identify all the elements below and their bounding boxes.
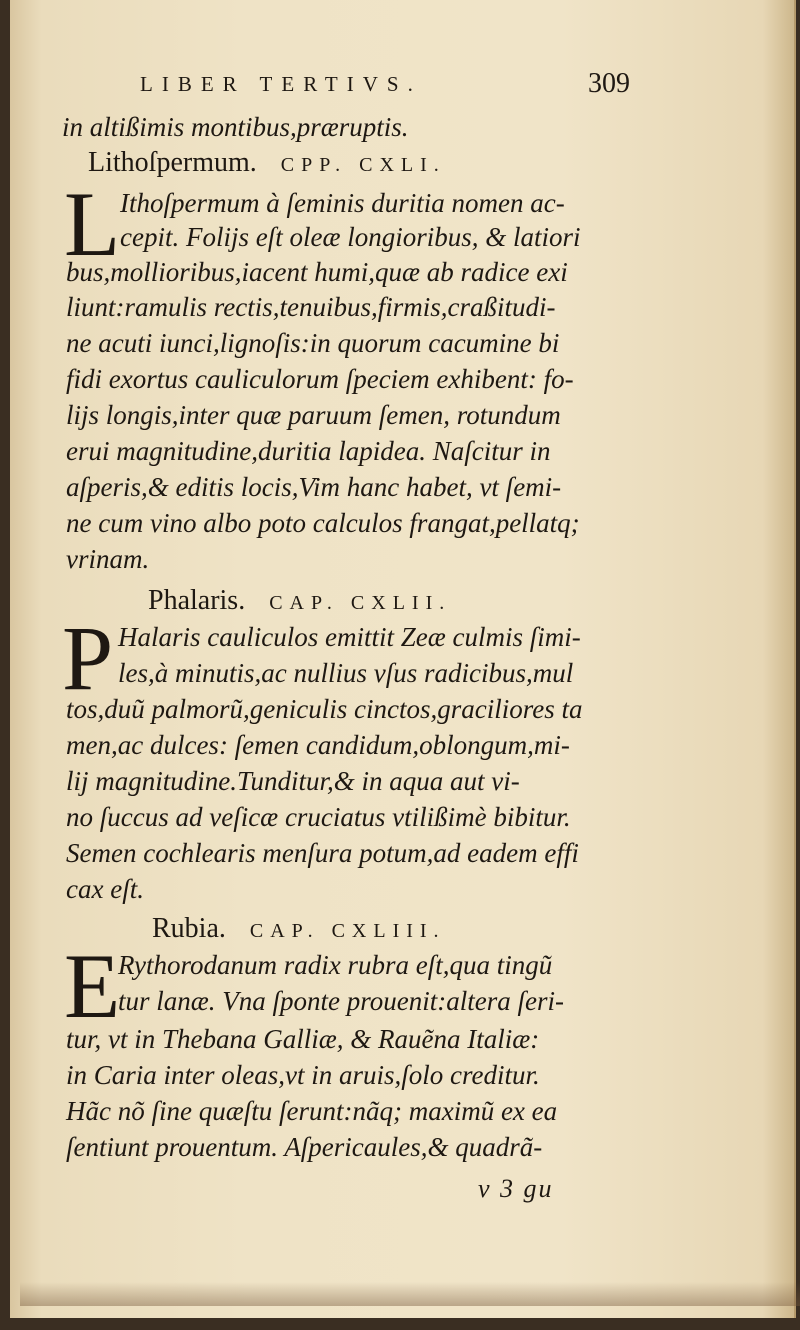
- page-header: [140, 68, 630, 102]
- chapter-number: CAP. CXLII.: [269, 592, 452, 614]
- drop-cap: E: [64, 935, 121, 1037]
- text-line: les,à minutis,ac nullius vſus radicibus,mul: [118, 658, 574, 688]
- chapter-caption-phalaris: [148, 584, 451, 620]
- text-line: Ithoſpermum à ſeminis duritia nomen ac-: [120, 188, 565, 218]
- chapter-title: Phalaris.: [148, 585, 246, 616]
- drop-cap: L: [64, 173, 121, 275]
- text-line: cepit. Folijs eſt oleæ longioribus, & latiori: [120, 222, 581, 252]
- text-line: Hãc nõ ſine quæſtu ſerunt:nãq; maximũ ex ea: [66, 1096, 558, 1126]
- text-line: Semen cochlearis menſura potum,ad eadem effi: [66, 838, 579, 868]
- chapter-caption-lithospermum: [88, 146, 446, 182]
- text-line: liunt:ramulis rectis,tenuibus,firmis,craßitudi-: [66, 292, 556, 322]
- chapter-title: Rubia.: [152, 913, 226, 944]
- page-number: 309: [588, 68, 630, 99]
- text-line: ſentiunt prouentum. Aſpericaules,& quadrã-: [66, 1132, 543, 1162]
- text-line: aſperis,& editis locis,Vim hanc habet, vt ſemi-: [66, 472, 562, 502]
- text-line: vrinam.: [66, 544, 150, 574]
- text-line: lijs longis,inter quæ paruum ſemen, rotundum: [66, 400, 561, 430]
- text-line: cax eſt.: [66, 874, 144, 904]
- text-line: bus,mollioribus,iacent humi,quæ ab radice exi: [66, 257, 568, 287]
- text-line: in altißimis montibus,præruptis.: [62, 112, 409, 142]
- signature-catchword: v 3 gu: [478, 1174, 554, 1203]
- chapter-number: CAP. CXLIII.: [249, 920, 446, 942]
- chapter-caption-rubia: [152, 912, 446, 948]
- text-line: men,ac dulces: ſemen candidum,oblongum,mi-: [66, 730, 570, 760]
- text-line: Halaris cauliculos emittit Zeæ culmis ſimi-: [118, 622, 581, 652]
- text-line: tur, vt in Thebana Galliæ, & Rauẽna Italiæ:: [66, 1024, 540, 1054]
- chapter-title: Lithoſpermum.: [88, 147, 257, 178]
- page-stain: [20, 1282, 800, 1306]
- text-line: tur lanæ. Vna ſponte prouenit:altera ſeri-: [118, 986, 564, 1016]
- text-line: Rythorodanum radix rubra eſt,qua tingũ: [118, 950, 553, 980]
- chapter-number: CPP. CXLI.: [280, 154, 446, 176]
- text-line: lij magnitudine.Tunditur,& in aqua aut vi-: [66, 766, 520, 796]
- text-line: no ſuccus ad veſicæ cruciatus vtilißimè bibitur.: [66, 802, 571, 832]
- text-line: in Caria inter oleas,vt in aruis,ſolo creditur.: [66, 1060, 540, 1090]
- text-line: ne cum vino albo poto calculos frangat,pellatq;: [66, 508, 580, 538]
- text-line: tos,duũ palmorũ,geniculis cinctos,graciliores ta: [66, 694, 583, 724]
- text-line: fidi exortus cauliculorum ſpeciem exhibent: fo-: [66, 364, 574, 394]
- drop-cap: P: [62, 607, 114, 709]
- text-line: erui magnitudine,duritia lapidea. Naſcitur in: [66, 436, 551, 466]
- text-line: ne acuti iunci,lignoſis:in quorum cacumine bi: [66, 328, 560, 358]
- running-head: LIBER TERTIVS.: [140, 72, 422, 96]
